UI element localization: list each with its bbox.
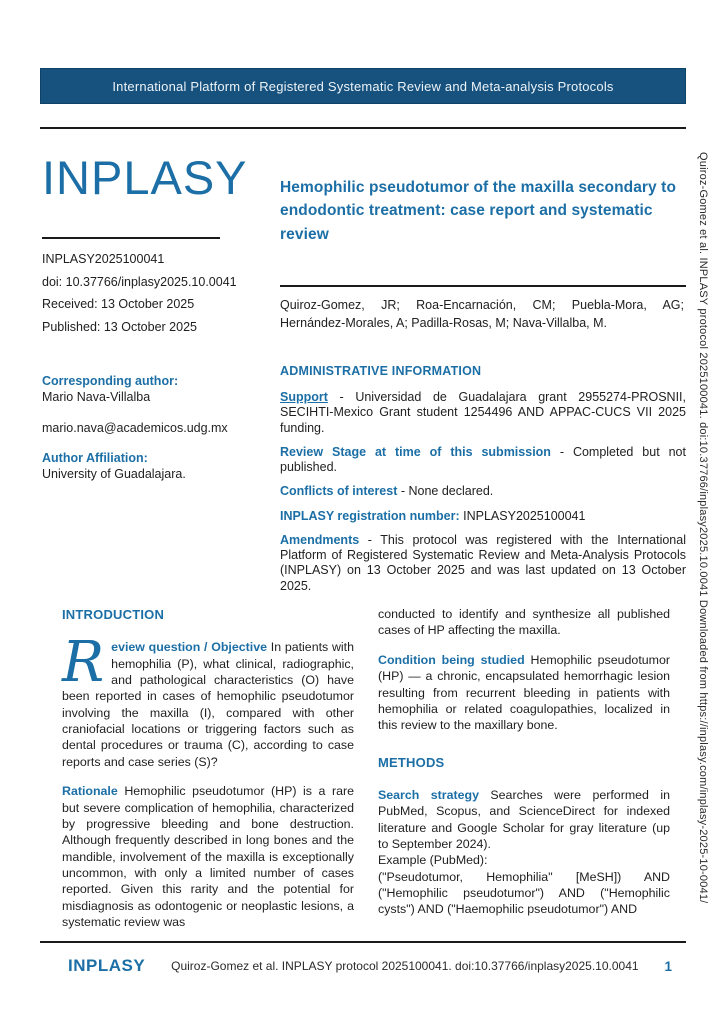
condition-text: Hemophilic pseudotumor (HP) — a chronic, encapsulated hemorrhagic lesion resulting from recurrent bleeding in patients with hemophilia or related coagulopathies, localized in this review to the maxillary bone. bbox=[378, 652, 670, 733]
support-label: Support bbox=[280, 390, 328, 404]
review-stage-label: Review Stage at time of this submission bbox=[280, 444, 551, 459]
search-example-query: ("Pseudotumor, Hemophilia" [MeSH]) AND ("Hemophilic pseudotumor") AND ("Hemophilic cysts") AND ("Haemophilic pseudotumor") AND bbox=[378, 869, 670, 917]
condition-paragraph bbox=[378, 652, 670, 734]
conflicts-text: - None declared. bbox=[397, 484, 494, 499]
introduction-heading: INTRODUCTION bbox=[62, 607, 165, 622]
corresponding-author-name: Mario Nava-Villalba bbox=[42, 390, 151, 405]
search-strategy-text: Searches were performed in PubMed, Scopus, and ScienceDirect for indexed literature and Google Scholar for gray literature (up to September 2024). bbox=[378, 787, 670, 851]
review-question-label: eview question / Objective bbox=[111, 640, 268, 655]
administrative-information-heading: ADMINISTRATIVE INFORMATION bbox=[280, 364, 482, 378]
affiliation-heading: Author Affiliation: bbox=[42, 450, 148, 465]
corresponding-author-email: mario.nava@academicos.udg.mx bbox=[42, 420, 228, 435]
logo-divider bbox=[42, 237, 220, 239]
header-divider bbox=[40, 127, 686, 129]
received-line: Received: 13 October 2025 bbox=[42, 297, 195, 312]
conflicts-paragraph bbox=[280, 484, 686, 499]
administrative-information-section bbox=[280, 364, 686, 603]
registration-number-paragraph bbox=[280, 509, 686, 524]
footer-divider bbox=[40, 941, 686, 943]
vertical-citation-text: Quiroz-Gomez et al. INPLASY protocol 2025100041. doi:10.37766/inplasy2025.10.0041 Downloaded from https://inplasy.com/inplasy-2025-10-0041/ bbox=[697, 152, 709, 904]
inplasy-logo: INPLASY bbox=[42, 151, 248, 204]
rationale-continuation-paragraph: conducted to identify and synthesize all published cases of HP affecting the maxilla. bbox=[378, 607, 670, 638]
authors-list: Quiroz-Gomez, JR; Roa-Encarnación, CM; Puebla-Mora, AG; Hernández-Morales, A; Padilla-Rosas, M; Nava-Villalba, M. bbox=[280, 298, 684, 330]
support-text: - Universidad de Guadalajara grant 2955274-PROSNII, SECIHTI-Mexico Grant student 1254496 AND APPAC-CUCS VII 2025 funding. bbox=[280, 390, 686, 435]
corresponding-author-heading: Corresponding author: bbox=[42, 374, 179, 388]
amendments-paragraph bbox=[280, 533, 686, 594]
methods-column bbox=[378, 606, 670, 931]
footer-page-number: 1 bbox=[664, 958, 672, 974]
amendments-text: - This protocol was registered with the International Platform of Registered Systematic Review and Meta-Analysis Protocols (INPLASY) on 13 October 2025 and was last updated on 13 October 2025. bbox=[280, 532, 686, 593]
search-example-label: Example (PubMed): bbox=[378, 853, 488, 868]
platform-banner-text: International Platform of Registered Systematic Review and Meta-analysis Protocols bbox=[112, 78, 614, 94]
conflicts-label: Conflicts of interest bbox=[280, 484, 398, 499]
footer-citation: Quiroz-Gomez et al. INPLASY protocol 2025100041. doi:10.37766/inplasy2025.10.0041 bbox=[171, 959, 639, 973]
support-paragraph bbox=[280, 390, 686, 436]
registration-number-text: INPLASY2025100041 bbox=[459, 508, 586, 523]
correspondence-block bbox=[42, 373, 267, 482]
review-stage-paragraph bbox=[280, 445, 686, 476]
footer-logo: INPLASY bbox=[68, 956, 146, 975]
page-footer bbox=[40, 953, 686, 979]
dropcap-letter: R bbox=[62, 630, 105, 696]
registration-id: INPLASY2025100041 bbox=[42, 252, 165, 266]
condition-label: Condition being studied bbox=[378, 652, 525, 667]
authors-divider bbox=[280, 285, 686, 287]
amendments-label: Amendments bbox=[280, 532, 360, 547]
introduction-column bbox=[62, 606, 354, 944]
rationale-text: Hemophilic pseudotumor (HP) is a rare but severe complication of hemophilia, characterized by progressive bleeding and bone destruction. Although frequently described in long bones and the mandible, involvement of the maxilla is exceptionally uncommon, with only a limited number of cases reported. Given this rarity and the potential for misdiagnosis as odontogenic or neoplastic lesions, a systematic review was bbox=[62, 784, 354, 930]
rationale-label: Rationale bbox=[62, 784, 118, 799]
published-line: Published: 13 October 2025 bbox=[42, 319, 197, 334]
methods-heading: METHODS bbox=[378, 754, 445, 770]
doi-line: doi: 10.37766/inplasy2025.10.0041 bbox=[42, 274, 237, 289]
review-question-paragraph bbox=[62, 630, 355, 770]
review-question-text: In patients with hemophilia (P), what clinical, radiographic, and pathological characteristics (O) have been reported in cases of hemophilic pseudotumor involving the maxilla (I), compared with other craniofacial locations or triggering factors such as dental procedures or trauma (C), according to case reports and case series (S)? bbox=[62, 640, 355, 769]
article-title: Hemophilic pseudotumor of the maxilla secondary to endodontic treatment: case report and systematic review bbox=[280, 179, 677, 243]
registration-number-label: INPLASY registration number: bbox=[280, 508, 460, 523]
rationale-paragraph bbox=[62, 783, 354, 930]
review-stage-text: - Completed but not published. bbox=[280, 444, 686, 474]
affiliation-text: University of Guadalajara. bbox=[42, 467, 186, 481]
search-strategy-paragraph bbox=[378, 787, 670, 918]
search-strategy-label: Search strategy bbox=[378, 787, 479, 802]
platform-banner bbox=[40, 68, 686, 104]
registration-meta bbox=[42, 252, 237, 343]
